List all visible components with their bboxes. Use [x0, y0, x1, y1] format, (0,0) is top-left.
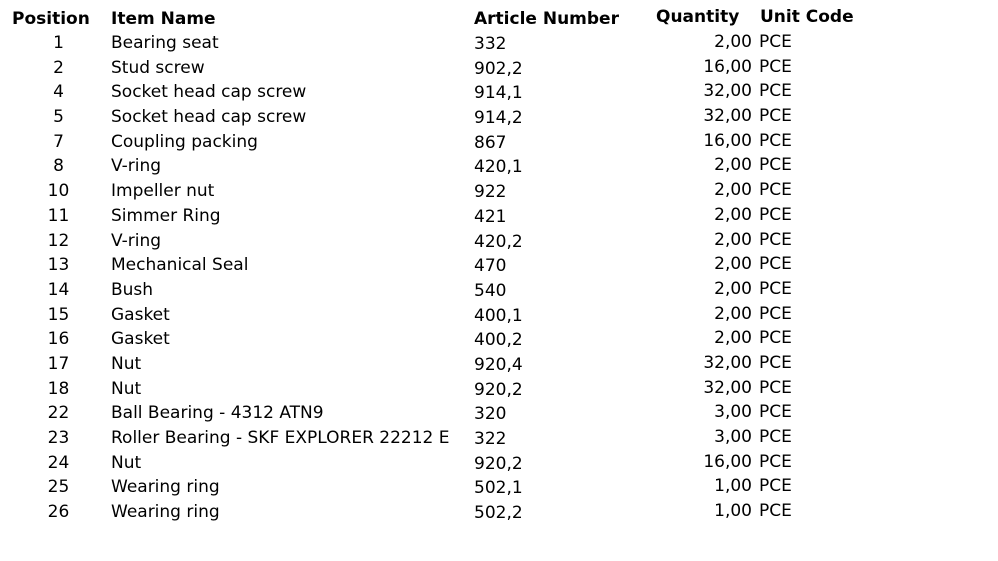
cell-unit-code: PCE — [759, 204, 792, 225]
cell-item-name: Socket head cap screw — [111, 107, 307, 128]
cell-unit-code: PCE — [759, 180, 792, 201]
cell-position: 8 — [53, 156, 64, 177]
cell-position: 12 — [47, 230, 70, 251]
cell-position: 23 — [47, 428, 70, 448]
cell-quantity: 16,00 — [703, 56, 752, 77]
cell-unit-code: PCE — [759, 278, 792, 299]
cell-item-name: Coupling packing — [111, 131, 258, 152]
cell-position: 1 — [53, 33, 64, 53]
cell-item-name: Wearing ring — [111, 502, 220, 523]
cell-item-name: Nut — [111, 452, 142, 473]
cell-quantity: 32,00 — [703, 377, 752, 398]
cell-unit-code: PCE — [759, 32, 792, 52]
cell-article-number: 320 — [474, 404, 507, 425]
cell-position: 10 — [47, 181, 70, 202]
cell-position: 14 — [47, 279, 70, 300]
table-row — [0, 154, 998, 179]
header-position: Position — [12, 9, 90, 29]
cell-unit-code: PCE — [759, 328, 792, 349]
table-row — [0, 278, 998, 303]
cell-position: 22 — [47, 403, 70, 424]
cell-article-number: 420,2 — [474, 231, 523, 252]
cell-quantity: 2,00 — [714, 180, 752, 201]
table-row — [0, 327, 998, 352]
cell-quantity: 3,00 — [714, 402, 752, 423]
cell-article-number: 540 — [474, 280, 507, 301]
cell-position: 24 — [47, 452, 70, 473]
cell-quantity: 2,00 — [714, 229, 752, 250]
table-row — [0, 31, 998, 56]
cell-unit-code: PCE — [759, 476, 792, 497]
header-unit-code: Unit Code — [760, 7, 854, 27]
table-row — [0, 426, 998, 451]
table-row — [0, 80, 998, 105]
table-row — [0, 377, 998, 402]
cell-quantity: 2,00 — [714, 254, 752, 275]
cell-quantity: 2,00 — [714, 204, 752, 225]
cell-position: 16 — [47, 329, 70, 350]
cell-unit-code: PCE — [759, 56, 792, 77]
cell-quantity: 1,00 — [714, 476, 752, 497]
cell-unit-code: PCE — [759, 155, 792, 176]
cell-article-number: 332 — [474, 34, 507, 54]
cell-position: 7 — [53, 131, 64, 152]
cell-item-name: Wearing ring — [111, 477, 220, 498]
table-row — [0, 229, 998, 254]
table-row — [0, 179, 998, 204]
cell-quantity: 1,00 — [714, 501, 752, 522]
cell-item-name: Ball Bearing - 4312 ATN9 — [111, 403, 324, 424]
cell-article-number: 914,1 — [474, 83, 523, 104]
cell-quantity: 3,00 — [714, 427, 752, 447]
cell-quantity: 2,00 — [714, 328, 752, 349]
cell-item-name: V-ring — [111, 230, 162, 251]
cell-unit-code: PCE — [759, 130, 792, 151]
cell-article-number: 902,2 — [474, 58, 523, 79]
cell-article-number: 914,2 — [474, 108, 523, 129]
cell-unit-code: PCE — [759, 303, 792, 324]
cell-position: 17 — [47, 353, 70, 374]
cell-position: 4 — [53, 82, 64, 103]
cell-article-number: 920,2 — [474, 453, 523, 474]
cell-article-number: 420,1 — [474, 157, 523, 178]
cell-item-name: Impeller nut — [111, 181, 215, 202]
cell-article-number: 867 — [474, 132, 507, 153]
table-row — [0, 253, 998, 278]
cell-quantity: 2,00 — [714, 303, 752, 324]
parts-list — [0, 31, 998, 525]
cell-item-name: Gasket — [111, 304, 170, 325]
cell-item-name: Socket head cap screw — [111, 82, 307, 103]
cell-article-number: 502,2 — [474, 503, 523, 524]
cell-item-name: Gasket — [111, 329, 170, 350]
header-article-number: Article Number — [474, 9, 619, 29]
cell-quantity: 2,00 — [714, 32, 752, 52]
cell-item-name: V-ring — [111, 156, 162, 177]
cell-article-number: 400,2 — [474, 330, 523, 351]
table-row — [0, 105, 998, 130]
cell-item-name: Nut — [111, 353, 142, 374]
cell-item-name: Mechanical Seal — [111, 255, 249, 276]
cell-unit-code: PCE — [759, 229, 792, 250]
table-row — [0, 130, 998, 155]
cell-quantity: 2,00 — [714, 155, 752, 176]
cell-position: 18 — [47, 378, 70, 399]
table-row — [0, 303, 998, 328]
cell-item-name: Bush — [111, 279, 154, 300]
cell-quantity: 2,00 — [714, 278, 752, 299]
table-row — [0, 401, 998, 426]
cell-item-name: Simmer Ring — [111, 205, 221, 226]
table-row — [0, 475, 998, 500]
cell-unit-code: PCE — [759, 402, 792, 423]
cell-unit-code: PCE — [759, 352, 792, 373]
cell-article-number: 322 — [474, 429, 507, 449]
cell-quantity: 16,00 — [703, 451, 752, 472]
cell-quantity: 32,00 — [703, 81, 752, 102]
cell-position: 15 — [47, 304, 70, 325]
table-header — [0, 6, 998, 32]
cell-article-number: 502,1 — [474, 478, 523, 499]
cell-quantity: 32,00 — [703, 352, 752, 373]
cell-position: 5 — [53, 107, 64, 128]
cell-article-number: 920,4 — [474, 354, 523, 375]
cell-position: 11 — [47, 205, 70, 226]
cell-article-number: 920,2 — [474, 379, 523, 400]
cell-unit-code: PCE — [759, 81, 792, 102]
cell-unit-code: PCE — [759, 106, 792, 127]
cell-item-name: Roller Bearing - SKF EXPLORER 22212 E — [111, 428, 450, 448]
header-quantity: Quantity — [656, 7, 740, 27]
cell-article-number: 421 — [474, 206, 507, 227]
cell-article-number: 400,1 — [474, 305, 523, 326]
cell-unit-code: PCE — [759, 501, 792, 522]
cell-item-name: Stud screw — [111, 57, 205, 78]
cell-item-name: Bearing seat — [111, 33, 219, 53]
cell-unit-code: PCE — [759, 451, 792, 472]
table-row — [0, 352, 998, 377]
table-row — [0, 500, 998, 525]
cell-quantity: 16,00 — [703, 130, 752, 151]
cell-position: 13 — [47, 255, 70, 276]
cell-article-number: 470 — [474, 256, 507, 277]
table-row — [0, 56, 998, 81]
header-item-name: Item Name — [111, 9, 216, 29]
table-row — [0, 451, 998, 476]
cell-unit-code: PCE — [759, 377, 792, 398]
table-row — [0, 204, 998, 229]
cell-position: 26 — [47, 502, 70, 523]
cell-item-name: Nut — [111, 378, 142, 399]
cell-position: 25 — [47, 477, 70, 498]
cell-article-number: 922 — [474, 182, 507, 203]
cell-position: 2 — [53, 57, 64, 78]
cell-quantity: 32,00 — [703, 106, 752, 127]
cell-unit-code: PCE — [759, 427, 792, 447]
cell-unit-code: PCE — [759, 254, 792, 275]
